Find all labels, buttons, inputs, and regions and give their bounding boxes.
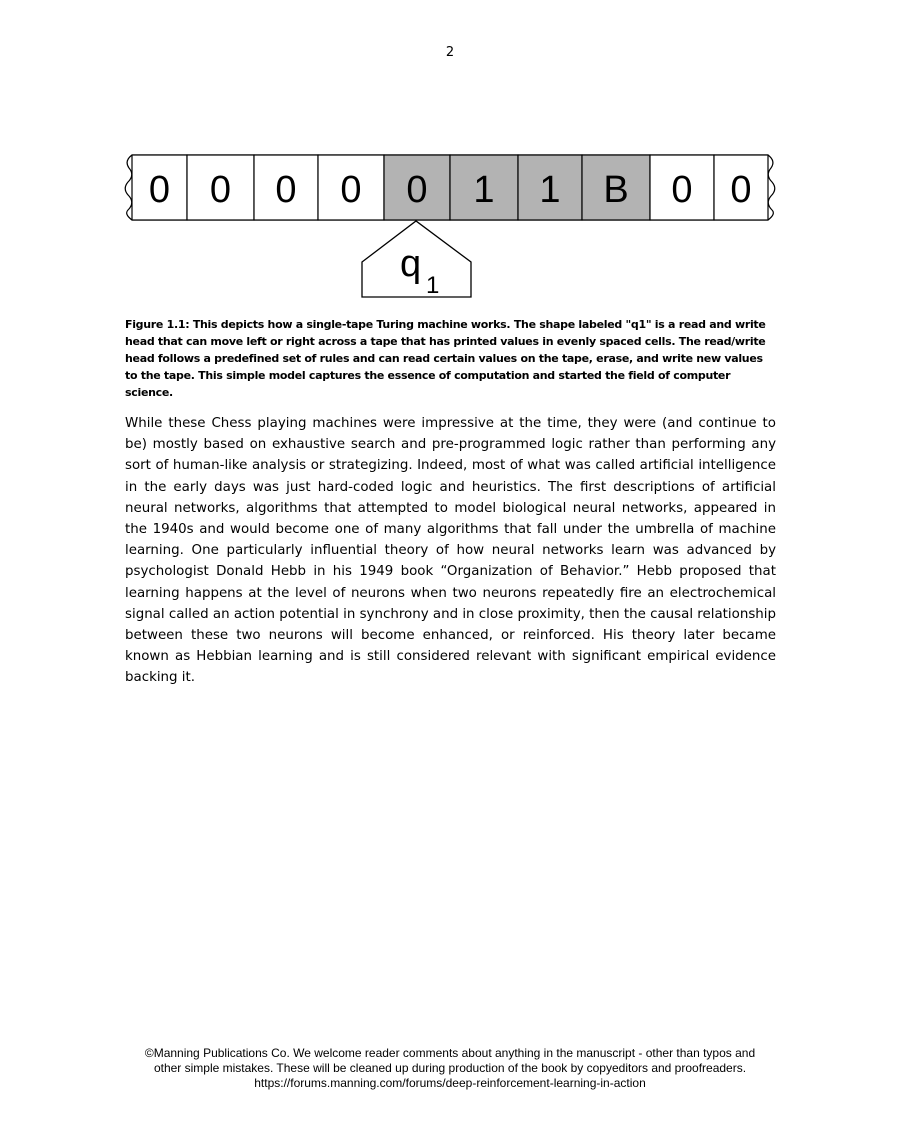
page-number: 2 (445, 45, 455, 60)
tape-right-edge (768, 155, 775, 220)
tape-cell-value: B (603, 169, 629, 211)
tape-cell-value: 0 (340, 169, 362, 211)
head-subscript: 1 (426, 272, 440, 299)
tape-cell-value: 0 (730, 169, 752, 211)
tape-cell-value: 1 (539, 169, 561, 211)
figure-caption: Figure 1.1: This depicts how a single-tape Turing machine works. The shape labeled "q1" is a read and write head that can move left or right across a tape that has printed values in evenly spaced cells. The read/write head follows a predefined set of rules and can read certain values on the tape, erase, and write new values to the tape. This simple model captures the essence of computation and started the field of computer science. (125, 318, 766, 399)
tape-left-edge (125, 155, 132, 220)
footer-url[interactable]: https://forums.manning.com/forums/deep-reinforcement-learning-in-action (254, 1076, 646, 1090)
body-paragraph: While these Chess playing machines were impressive at the time, they were (and continue to be) mostly based on exhaustive search and pre-programmed logic rather than performing any sort of human-like analysis or strategizing. Indeed, most of what was called artificial intelligence in the early days was just hard-coded logic and heuristics. The first descriptions of artificial neural networks, algorithms that attempted to model biological neural networks, appeared in the 1940s and would become one of many algorithms that fall under the umbrella of machine learning. One particularly influential theory of how neural networks learn was advanced by psychologist Donald Hebb in his 1949 book “Organization of Behavior.” Hebb proposed that learning happens at the level of neurons when two neurons repeatedly fire an electrochemical signal called an action potential in synchrony and in close proximity, then the causal relationship between these two neurons will become enhanced, or reinforced. His theory later became known as Hebbian learning and is still considered relevant with significant empirical evidence backing it. (125, 416, 777, 686)
turing-machine-figure (120, 148, 780, 303)
footer-note: other simple mistakes. These will be cleaned up during production of the book by copyeditors and proofreaders. (153, 1061, 747, 1075)
head-label: q (400, 243, 422, 285)
footer-copyright: ©Manning Publications Co. We welcome reader comments about anything in the manuscript - other than typos and (144, 1046, 756, 1060)
tape-cell-value: 0 (671, 169, 693, 211)
page-footer (100, 1046, 800, 1091)
tape-cell-value: 0 (406, 169, 428, 211)
tape-cell-value: 1 (473, 169, 495, 211)
tape-cell-value: 0 (209, 169, 232, 211)
turing-machine-diagram (120, 148, 780, 303)
tape (132, 155, 768, 220)
tape-cell-value: 0 (275, 169, 297, 211)
tape-cell-value: 0 (148, 169, 171, 211)
